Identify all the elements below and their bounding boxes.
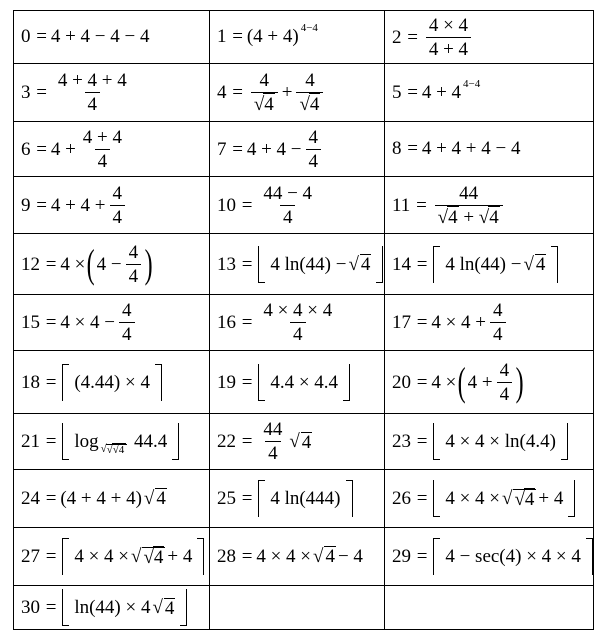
equation: 13 = 4 ln(44) − √ 4 (217, 246, 383, 283)
table-row (14, 295, 594, 351)
equation: 19 = 4.4 × 4.4 (217, 364, 350, 401)
result-number: 7 (217, 138, 227, 160)
table-row (14, 177, 594, 234)
result-number: 9 (21, 194, 31, 216)
formula-cell (385, 414, 594, 470)
result-number: 17 (392, 312, 411, 333)
result-number: 10 (217, 194, 236, 216)
equation: 12 = 4 × ( 4 − $\frac{4}{4}$ ) (21, 241, 153, 287)
equation: 30 = ln(44) × 4 √ 4 (21, 589, 187, 626)
result-number: 0 (21, 26, 31, 47)
formula-cell (14, 177, 210, 234)
table-row (14, 234, 594, 295)
equation: 22 = $\frac{44}{4}$ √ 4 (217, 419, 312, 464)
equation: 27 = 4 × 4 × √ √4 + 4 (21, 538, 204, 575)
equation: 29 = 4 − sec(4) × 4 × 4 (392, 538, 593, 575)
result-number: 18 (21, 371, 40, 393)
table-row (14, 470, 594, 528)
formula-cell (210, 295, 385, 351)
equation: 18 = (4.44) × 4 (21, 364, 162, 401)
result-number: 14 (392, 253, 411, 275)
result-number: 19 (217, 371, 236, 393)
equation: 7 = 4 + 4 − $\frac{4}{4}$ (217, 128, 323, 171)
result-number: 1 (217, 26, 227, 47)
empty-cell (385, 586, 594, 630)
equation: 10 = $\frac{44 - 4}{4}$ (217, 182, 313, 228)
result-number: 22 (217, 431, 236, 452)
equation: 2 = $\frac{4 \times 4}{4 + 4}$ (392, 16, 473, 59)
formula-cell (14, 11, 210, 64)
result-number: 20 (392, 371, 411, 393)
result-number: 30 (21, 597, 40, 618)
equation: 25 = 4 ln(444) (217, 480, 353, 517)
result-number: 8 (392, 138, 402, 159)
equation: 23 = 4 × 4 × ln(4.4) (392, 423, 568, 460)
result-number: 12 (21, 253, 40, 275)
equation: 3 = $\frac{4 + 4 + 4}{4}$ (21, 70, 127, 115)
table-row (14, 528, 594, 586)
result-number: 2 (392, 26, 402, 48)
table-row (14, 64, 594, 122)
formula-cell (385, 234, 594, 295)
empty-cell (210, 586, 385, 630)
result-number: 26 (392, 488, 411, 509)
formula-cell (14, 414, 210, 470)
formula-cell (210, 11, 385, 64)
equation: 21 = log √ √√4 44.4 (21, 423, 179, 460)
formula-cell (210, 414, 385, 470)
formula-cell (210, 122, 385, 177)
result-number: 13 (217, 253, 236, 275)
result-number: 29 (392, 546, 411, 567)
result-number: 21 (21, 431, 40, 452)
equation: 0 = 4 + 4 − 4 − 4 (21, 26, 150, 47)
formula-cell (385, 122, 594, 177)
result-number: 11 (392, 194, 411, 216)
formula-cell (210, 64, 385, 122)
result-number: 25 (217, 488, 236, 509)
result-number: 23 (392, 431, 411, 452)
equation: 4 = $\frac{4}{√4}$ + $\frac{4}{√4}$ (217, 71, 325, 114)
equation: 24 = (4 + 4 + 4) √ 4 (21, 487, 166, 509)
equation: 28 = 4 × 4 × √ 4 − 4 (217, 545, 363, 567)
formula-cell (14, 528, 210, 586)
formula-cell (14, 470, 210, 528)
equation: 9 = 4 + 4 + $\frac{4}{4}$ (21, 184, 127, 227)
formula-cell (210, 528, 385, 586)
equation: 8 = 4 + 4 + 4 − 4 (392, 138, 521, 159)
formula-cell (210, 234, 385, 295)
equation: 15 = 4 × 4 − $\frac{4}{4}$ (21, 301, 137, 344)
result-number: 27 (21, 546, 40, 567)
table-row (14, 586, 594, 630)
result-number: 15 (21, 312, 40, 333)
formula-cell (385, 177, 594, 234)
equation: 14 = 4 ln(44) − √ 4 (392, 246, 558, 283)
equation: 17 = 4 × 4 + $\frac{4}{4}$ (392, 301, 508, 344)
formula-cell (14, 586, 210, 630)
equation: 11 = $\frac{44}{√4 + √4}$ (392, 184, 505, 227)
result-number: 3 (21, 82, 31, 103)
formula-cell (385, 351, 594, 414)
table-row (14, 122, 594, 177)
formula-cell (210, 177, 385, 234)
formula-cell (385, 528, 594, 586)
result-number: 6 (21, 138, 31, 160)
table-row (14, 351, 594, 414)
equation: 6 = 4 + $\frac{4 + 4}{4}$ (21, 126, 123, 172)
equation: 5 = 4 + 4 $^{4-4}$ (392, 77, 481, 103)
result-number: 28 (217, 545, 236, 567)
result-number: 5 (392, 81, 402, 103)
table-row (14, 414, 594, 470)
equation: 16 = $\frac{4 \times 4 \times 4}{4}$ (217, 300, 333, 345)
formula-cell (14, 64, 210, 122)
formula-cell (14, 234, 210, 295)
formula-cell (385, 470, 594, 528)
formula-cell (385, 64, 594, 122)
formula-cell (210, 470, 385, 528)
formula-cell (14, 351, 210, 414)
formula-cell (385, 295, 594, 351)
formula-cell (385, 11, 594, 64)
equation: 26 = 4 × 4 × √ √4 + 4 (392, 480, 575, 517)
result-number: 24 (21, 487, 40, 509)
result-number: 4 (217, 82, 227, 103)
result-number: 16 (217, 312, 236, 333)
formula-cell (14, 122, 210, 177)
equation: 20 = 4 × ( 4 + $\frac{4}{4}$ ) (392, 359, 524, 405)
formula-cell (14, 295, 210, 351)
four-fours-table (13, 10, 594, 630)
formula-cell (210, 351, 385, 414)
table-row (14, 11, 594, 64)
equation: 1 = (4 + 4) $^{4-4}$ (217, 22, 318, 47)
